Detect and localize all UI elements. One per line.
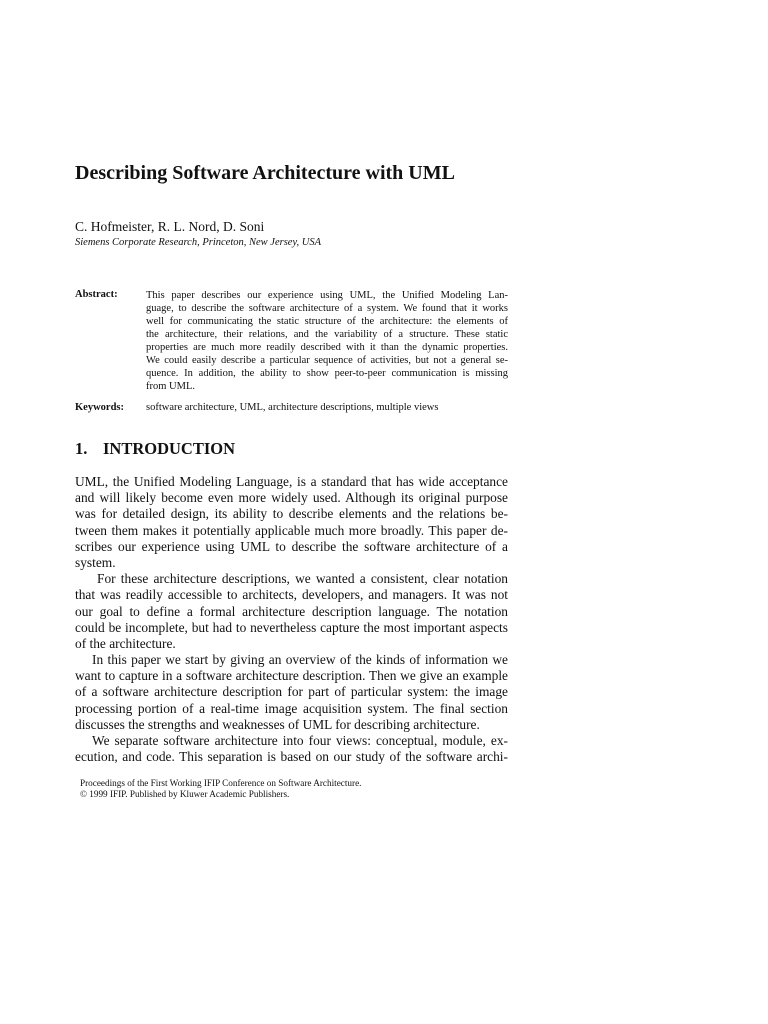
- body-line: want to capture in a software architecture description. Then we give an example: [75, 668, 508, 684]
- author-list: C. Hofmeister, R. L. Nord, D. Soni: [75, 219, 265, 234]
- body-line: system.: [75, 554, 116, 570]
- body-line: could be incomplete, but had to nevertheless capture the most important aspects: [75, 619, 508, 635]
- body-line: our goal to define a formal architecture description language. The notation: [75, 603, 508, 619]
- abstract-line: from UML.: [146, 381, 195, 392]
- keywords-text: software architecture, UML, architecture descriptions, multiple views: [146, 402, 439, 413]
- abstract-line: properties are much more readily described with it than the dynamic properties.: [146, 342, 508, 353]
- author-affiliation: Siemens Corporate Research, Princeton, New Jersey, USA: [75, 237, 322, 248]
- body-line: discusses the strengths and weaknesses of UML for describing architecture.: [75, 716, 480, 732]
- body-line: scribes our experience using UML to describe the software architecture of a: [75, 538, 508, 554]
- abstract-text: [146, 289, 508, 393]
- publication-footnote: [80, 778, 361, 800]
- body-line: was for detailed design, its ability to describe elements and the relations be-: [75, 506, 508, 522]
- body-line: and will likely become even more widely used. Although its original purpose: [75, 490, 508, 506]
- paper-title: Describing Software Architecture with UML: [75, 162, 455, 184]
- body-line: ecution, and code. This separation is based on our study of the software archi-: [75, 749, 508, 765]
- body-line: tween them makes it potentially applicable much more broadly. This paper de-: [75, 522, 508, 538]
- section-body: [75, 474, 508, 765]
- body-line: UML, the Unified Modeling Language, is a standard that has wide acceptance: [75, 474, 508, 489]
- body-line: For these architecture descriptions, we wanted a consistent, clear notation: [97, 571, 508, 587]
- section-number: 1.: [75, 439, 88, 458]
- body-line: that was readily accessible to architects, developers, and managers. It was not: [75, 587, 508, 603]
- body-line: In this paper we start by giving an overview of the kinds of information we: [92, 652, 508, 668]
- abstract-line: the architecture, their relations, and the variability of a structure. These static: [146, 329, 508, 340]
- abstract-label: Abstract:: [75, 289, 118, 300]
- body-line: of a software architecture description for part of particular system: the image: [75, 684, 508, 700]
- abstract-line: well for communicating the static structure of the architecture: the elements of: [146, 316, 508, 327]
- abstract-line: quence. In addition, the ability to show peer-to-peer communication is missing: [146, 368, 508, 379]
- abstract-line: We could easily describe a particular sequence of activities, but not a general se-: [146, 355, 508, 366]
- body-line: of the architecture.: [75, 635, 176, 651]
- footnote-copyright: © 1999 IFIP. Published by Kluwer Academic Publishers.: [80, 789, 290, 799]
- section-title: INTRODUCTION: [103, 439, 236, 458]
- body-line: We separate software architecture into four views: conceptual, module, ex-: [92, 733, 508, 748]
- footnote-proceedings: Proceedings of the First Working IFIP Conference on Software Architecture.: [80, 778, 362, 788]
- section-heading: [75, 439, 235, 459]
- keywords-label: Keywords:: [75, 402, 124, 413]
- abstract-line: guage, to describe the software architecture of a system. We found that it works: [146, 303, 508, 314]
- abstract-line: This paper describes our experience using UML, the Unified Modeling Lan-: [146, 290, 508, 301]
- body-line: processing portion of a real-time image acquisition system. The final section: [75, 700, 508, 716]
